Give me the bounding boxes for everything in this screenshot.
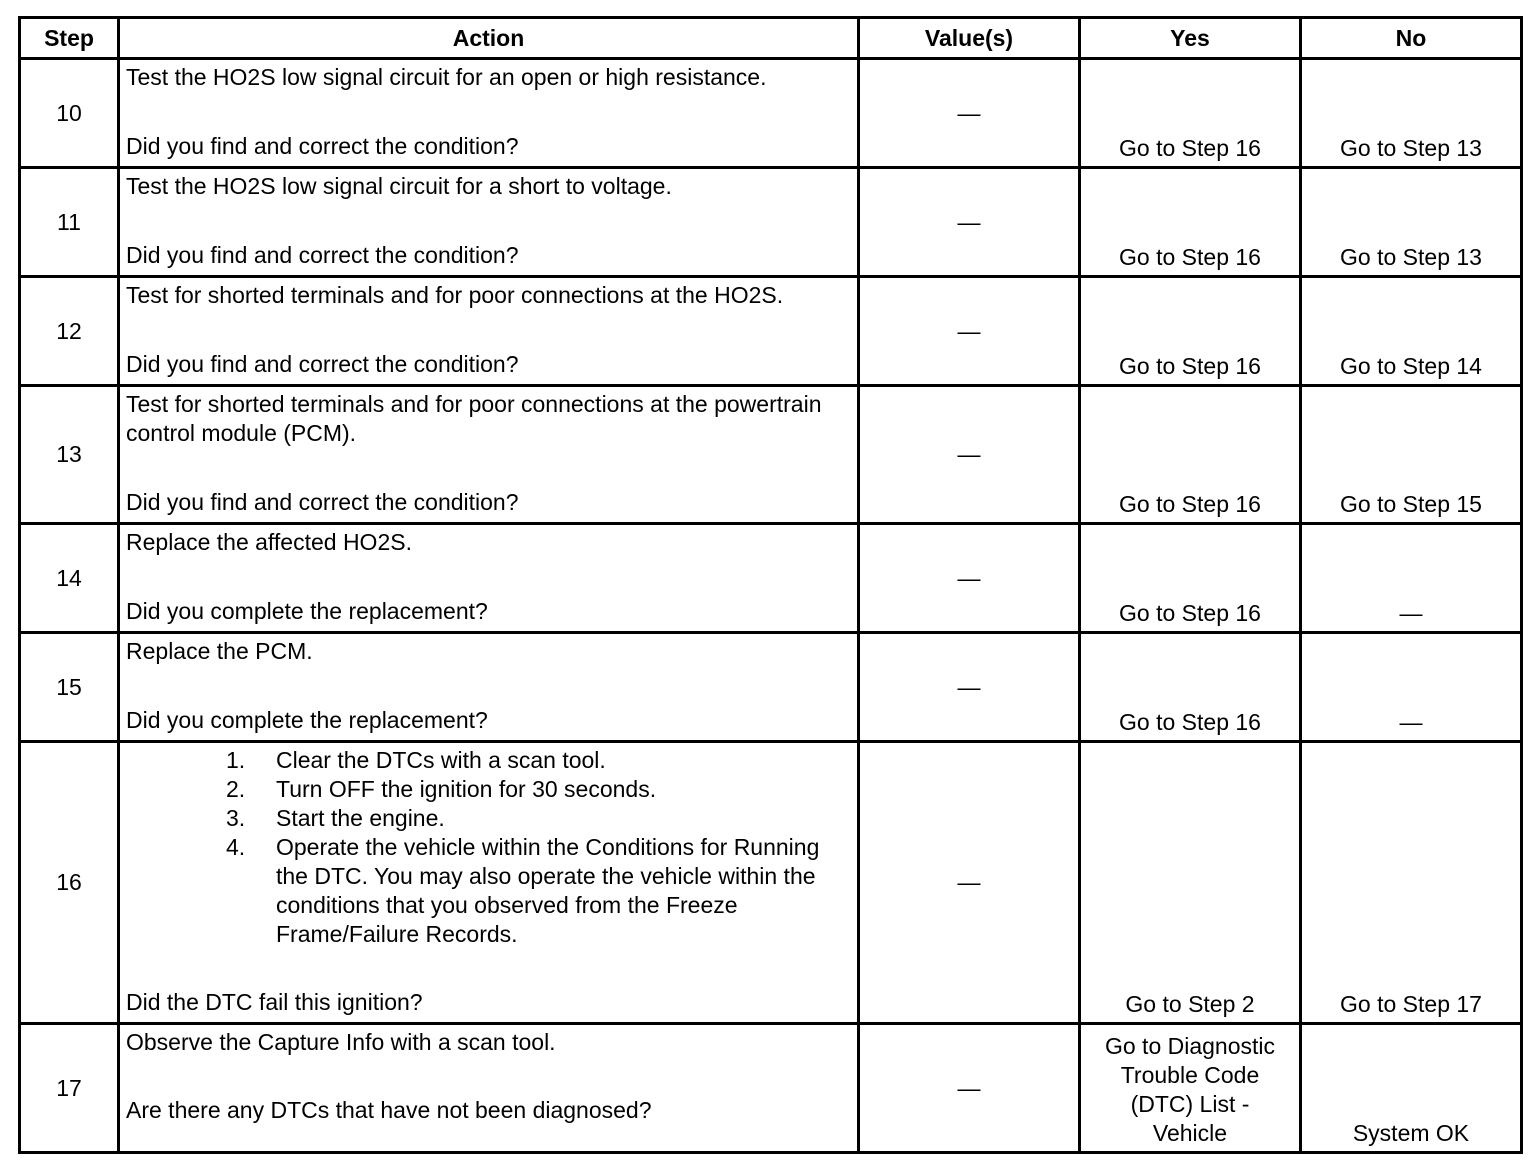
no-cell: Go to Step 13	[1301, 168, 1522, 277]
table-row	[20, 168, 1522, 277]
header-row	[20, 18, 1522, 59]
list-item-number: 3.	[226, 805, 246, 831]
action-question: Did you find and correct the condition?	[126, 242, 519, 268]
action-cell	[119, 1024, 859, 1153]
list-item	[226, 833, 851, 949]
step-number: 16	[20, 742, 119, 1024]
value-cell: —	[859, 277, 1080, 386]
action-text: Test for shorted terminals and for poor connections at the HO2S.	[126, 282, 784, 308]
yes-cell: Go to Diagnostic Trouble Code (DTC) List - Vehicle	[1080, 1024, 1301, 1153]
table-row	[20, 633, 1522, 742]
action-cell	[119, 277, 859, 386]
list-item-text: Clear the DTCs with a scan tool.	[276, 747, 606, 773]
no-cell: Go to Step 13	[1301, 59, 1522, 168]
value-cell: —	[859, 1024, 1080, 1153]
action-text: Replace the affected HO2S.	[126, 529, 412, 555]
header-no: No	[1301, 18, 1522, 59]
list-item	[226, 746, 851, 775]
step-number: 12	[20, 277, 119, 386]
no-cell: Go to Step 15	[1301, 386, 1522, 524]
value-cell: —	[859, 59, 1080, 168]
table-row	[20, 742, 1522, 1024]
value-cell: —	[859, 524, 1080, 633]
header-yes: Yes	[1080, 18, 1301, 59]
action-cell	[119, 386, 859, 524]
no-cell: Go to Step 17	[1301, 742, 1522, 1024]
no-cell: Go to Step 14	[1301, 277, 1522, 386]
yes-cell: Go to Step 16	[1080, 633, 1301, 742]
action-text: Test the HO2S low signal circuit for an open or high resistance.	[126, 64, 767, 90]
yes-cell: Go to Step 16	[1080, 59, 1301, 168]
action-cell	[119, 59, 859, 168]
list-item-text: Operate the vehicle within the Conditions for Running the DTC. You may also operate the vehicle within the conditions that you observed from the Freeze Frame/Failure Records.	[276, 834, 820, 947]
value-cell: —	[859, 742, 1080, 1024]
header-action: Action	[119, 18, 859, 59]
list-item	[226, 775, 851, 804]
action-question: Are there any DTCs that have not been diagnosed?	[126, 1097, 652, 1123]
yes-cell: Go to Step 16	[1080, 524, 1301, 633]
step-number: 15	[20, 633, 119, 742]
no-cell: System OK	[1301, 1024, 1522, 1153]
table-row	[20, 386, 1522, 524]
list-item-number: 2.	[226, 776, 246, 802]
procedure-list	[126, 746, 851, 949]
action-question: Did you find and correct the condition?	[126, 489, 519, 515]
action-question: Did you find and correct the condition?	[126, 351, 519, 377]
action-text: Replace the PCM.	[126, 638, 313, 664]
table-row	[20, 1024, 1522, 1153]
list-item-number: 1.	[226, 747, 246, 773]
step-number: 17	[20, 1024, 119, 1153]
yes-cell: Go to Step 2	[1080, 742, 1301, 1024]
action-cell	[119, 742, 859, 1024]
no-cell: —	[1301, 633, 1522, 742]
step-number: 11	[20, 168, 119, 277]
no-cell: —	[1301, 524, 1522, 633]
value-cell: —	[859, 633, 1080, 742]
action-text: Test for shorted terminals and for poor connections at the powertrain control module (PCM).	[126, 391, 822, 446]
step-number: 13	[20, 386, 119, 524]
value-cell: —	[859, 386, 1080, 524]
action-question: Did you complete the replacement?	[126, 598, 488, 624]
action-cell	[119, 524, 859, 633]
list-item-text: Start the engine.	[276, 805, 445, 831]
action-question: Did you complete the replacement?	[126, 707, 488, 733]
action-cell	[119, 168, 859, 277]
list-item	[226, 804, 851, 833]
list-item-text: Turn OFF the ignition for 30 seconds.	[276, 776, 657, 802]
action-question: Did the DTC fail this ignition?	[126, 989, 423, 1015]
yes-cell: Go to Step 16	[1080, 168, 1301, 277]
header-step: Step	[20, 18, 119, 59]
list-item-number: 4.	[226, 834, 246, 860]
table-row	[20, 524, 1522, 633]
action-question: Did you find and correct the condition?	[126, 133, 519, 159]
yes-cell: Go to Step 16	[1080, 277, 1301, 386]
action-text: Test the HO2S low signal circuit for a short to voltage.	[126, 173, 672, 199]
step-number: 14	[20, 524, 119, 633]
action-text: Observe the Capture Info with a scan tool.	[126, 1029, 556, 1055]
value-cell: —	[859, 168, 1080, 277]
table-row	[20, 59, 1522, 168]
action-cell	[119, 633, 859, 742]
diagnostic-table	[18, 16, 1523, 1154]
step-number: 10	[20, 59, 119, 168]
yes-cell: Go to Step 16	[1080, 386, 1301, 524]
table-row	[20, 277, 1522, 386]
header-values: Value(s)	[859, 18, 1080, 59]
